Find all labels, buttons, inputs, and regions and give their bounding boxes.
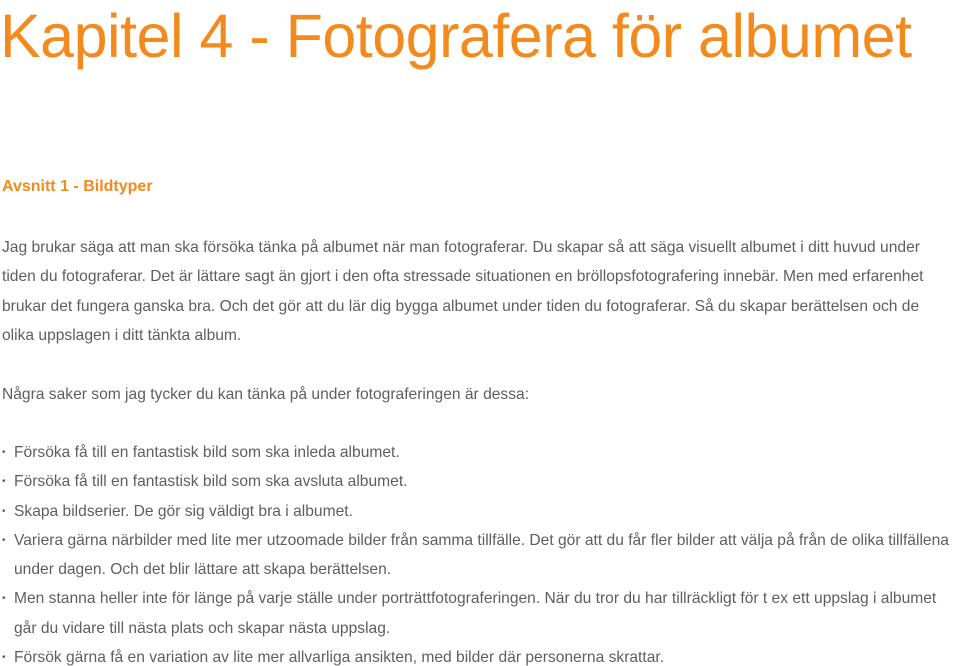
bullet-icon: • (2, 593, 6, 605)
list-item (2, 467, 959, 496)
bullet-icon: • (2, 534, 6, 546)
list-item-text: Försöka få till en fantastisk bild som ska avsluta albumet. (14, 473, 408, 491)
list-lead-paragraph: Några saker som jag tycker du kan tänka på under fotograferingen är dessa: (2, 386, 530, 403)
list-item (2, 643, 959, 666)
bullet-icon: • (2, 447, 6, 458)
chapter-title: Kapitel 4 - Fotografera för albumet (0, 2, 912, 70)
bullet-icon: • (2, 505, 6, 517)
list-item-text: Variera gärna närbilder med lite mer utzoomade bilder från samma tillfälle. Det gör att du får fler bilder att välja på från de olika tillfällena under dagen. Och det blir lättare att skapa berättelsen. (14, 531, 949, 579)
section-title: Avsnitt 1 - Bildtyper (2, 178, 153, 195)
list-item (2, 584, 959, 643)
bullet-icon: • (2, 652, 6, 664)
list-item (2, 438, 959, 467)
list-item-text: Skapa bildserier. De gör sig väldigt bra i albumet. (14, 502, 353, 520)
intro-paragraph: Jag brukar säga att man ska försöka tänka på albumet när man fotograferar. Du skapar så att säga visuellt albumet i ditt huvud under tiden du fotograferar. Det är lättare sagt än gjort i den ofta stressade situationen en bröllopsfotografering innebär. Men med erfarenhet brukar det fungera ganska bra. Och det gör att du lär dig bygga albumet under tiden du fotograferar. Så du skapar berättelsen och de olika uppslagen i ditt tänkta album. (2, 239, 924, 344)
list-item-text: Men stanna heller inte för länge på varje ställe under porträttfotograferingen. När du tror du har tillräckligt för t ex ett uppslag i albumet går du vidare till nästa plats och skapar nästa uppslag. (14, 590, 937, 637)
bullet-icon: • (2, 476, 6, 488)
list-item-text: Försök gärna få en variation av lite mer allvarliga ansikten, med bilder där personerna skrattar. (14, 649, 665, 666)
list-item-text: Försöka få till en fantastisk bild som ska inleda albumet. (14, 444, 400, 461)
list-item (2, 526, 959, 585)
tips-list (2, 438, 959, 666)
list-item (2, 497, 959, 526)
